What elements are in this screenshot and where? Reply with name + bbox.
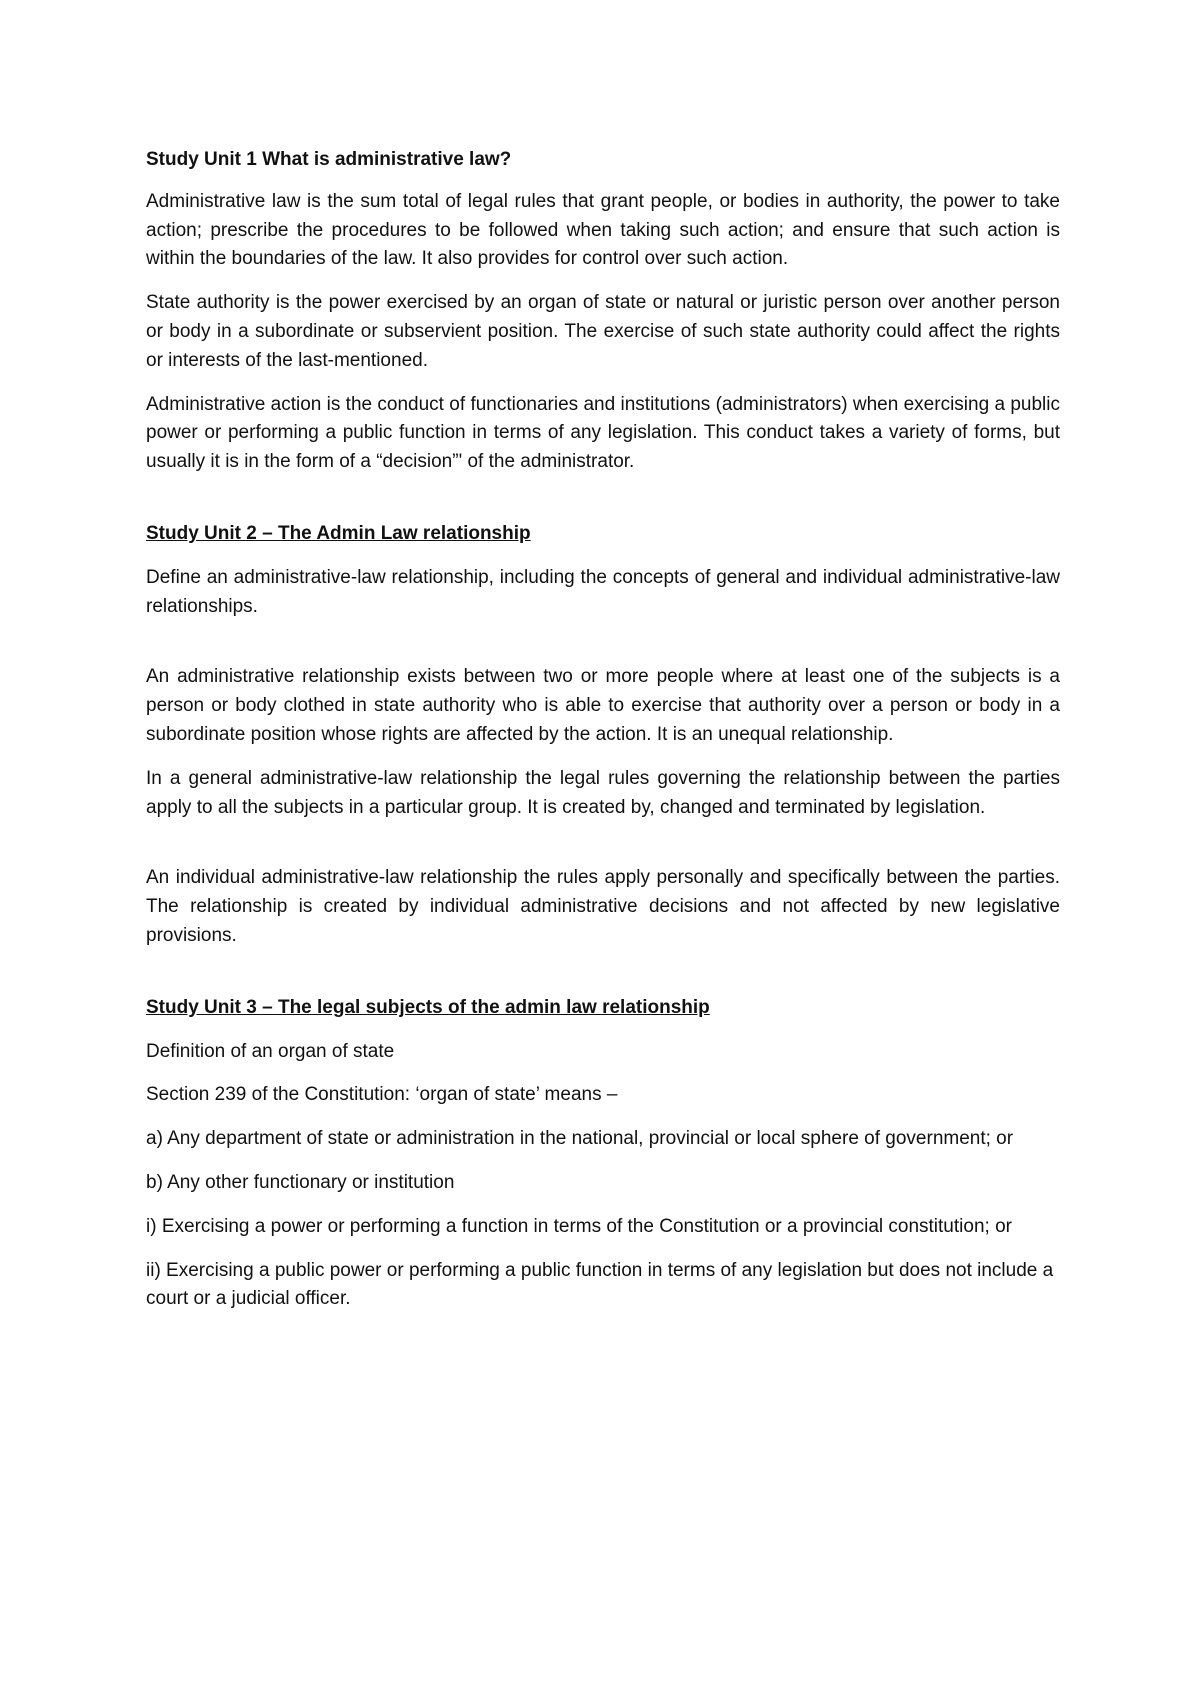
unit2-paragraph-general: In a general administrative-law relationship the legal rules governing the relationship between the parties apply to all the subjects in a particular group. It is created by, changed and terminated by legislation. — [146, 767, 1060, 818]
unit3-item-i: i) Exercising a power or performing a function in terms of the Constitution or a provincial constitution; or — [146, 1215, 1012, 1237]
unit1-paragraph-state-authority: State authority is the power exercised by an organ of state or natural or juristic person over another person or body in a subordinate or subservient position. The exercise of such state authority could affect the rights or interests of the last-mentioned. — [146, 292, 1060, 371]
unit2-paragraph-define: Define an administrative-law relationship, including the concepts of general and individual administrative-law relationships. — [146, 566, 1060, 617]
unit2-paragraph-individual: An individual administrative-law relationship the rules apply personally and specifically between the parties. The relationship is created by individual administrative decisions and not affected by new legislative provisions. — [146, 867, 1060, 946]
unit3-paragraph-organ-definition: Definition of an organ of state — [146, 1040, 395, 1062]
unit1-paragraph-administrative-action: Administrative action is the conduct of functionaries and institutions (administrators) when exercising a public power or performing a public function in terms of any legislation. This conduct takes a variety of forms, but usually it is in the form of a “decision”' of the administrator. — [146, 393, 1060, 473]
unit3-paragraph-section-239: Section 239 of the Constitution: ‘organ of state’ means – — [146, 1084, 618, 1106]
unit3-heading: Study Unit 3 – The legal subjects of the admin law relationship — [146, 996, 710, 1018]
unit2-heading: Study Unit 2 – The Admin Law relationship — [146, 522, 531, 544]
unit3-item-ii: ii) Exercising a public power or performing a public function in terms of any legislation but does not include a court or a judicial officer. — [146, 1259, 1054, 1310]
unit1-heading: Study Unit 1 What is administrative law? — [146, 149, 512, 170]
unit3-item-a: a) Any department of state or administration in the national, provincial or local sphere of government; or — [146, 1128, 1014, 1150]
unit1-paragraph-definition: Administrative law is the sum total of legal rules that grant people, or bodies in authority, the power to take action; prescribe the procedures to be followed when taking such action; and ensure that such action is within the boundaries of the law. It also provides for control over such action. — [146, 190, 1060, 270]
unit2-paragraph-relationship: An administrative relationship exists between two or more people where at least one of the subjects is a person or body clothed in state authority who is able to exercise that authority over a person or body in a subordinate position whose rights are affected by the action. It is an unequal relationship. — [146, 666, 1060, 745]
unit3-item-b: b) Any other functionary or institution — [146, 1171, 455, 1193]
document-body — [146, 146, 1060, 1314]
